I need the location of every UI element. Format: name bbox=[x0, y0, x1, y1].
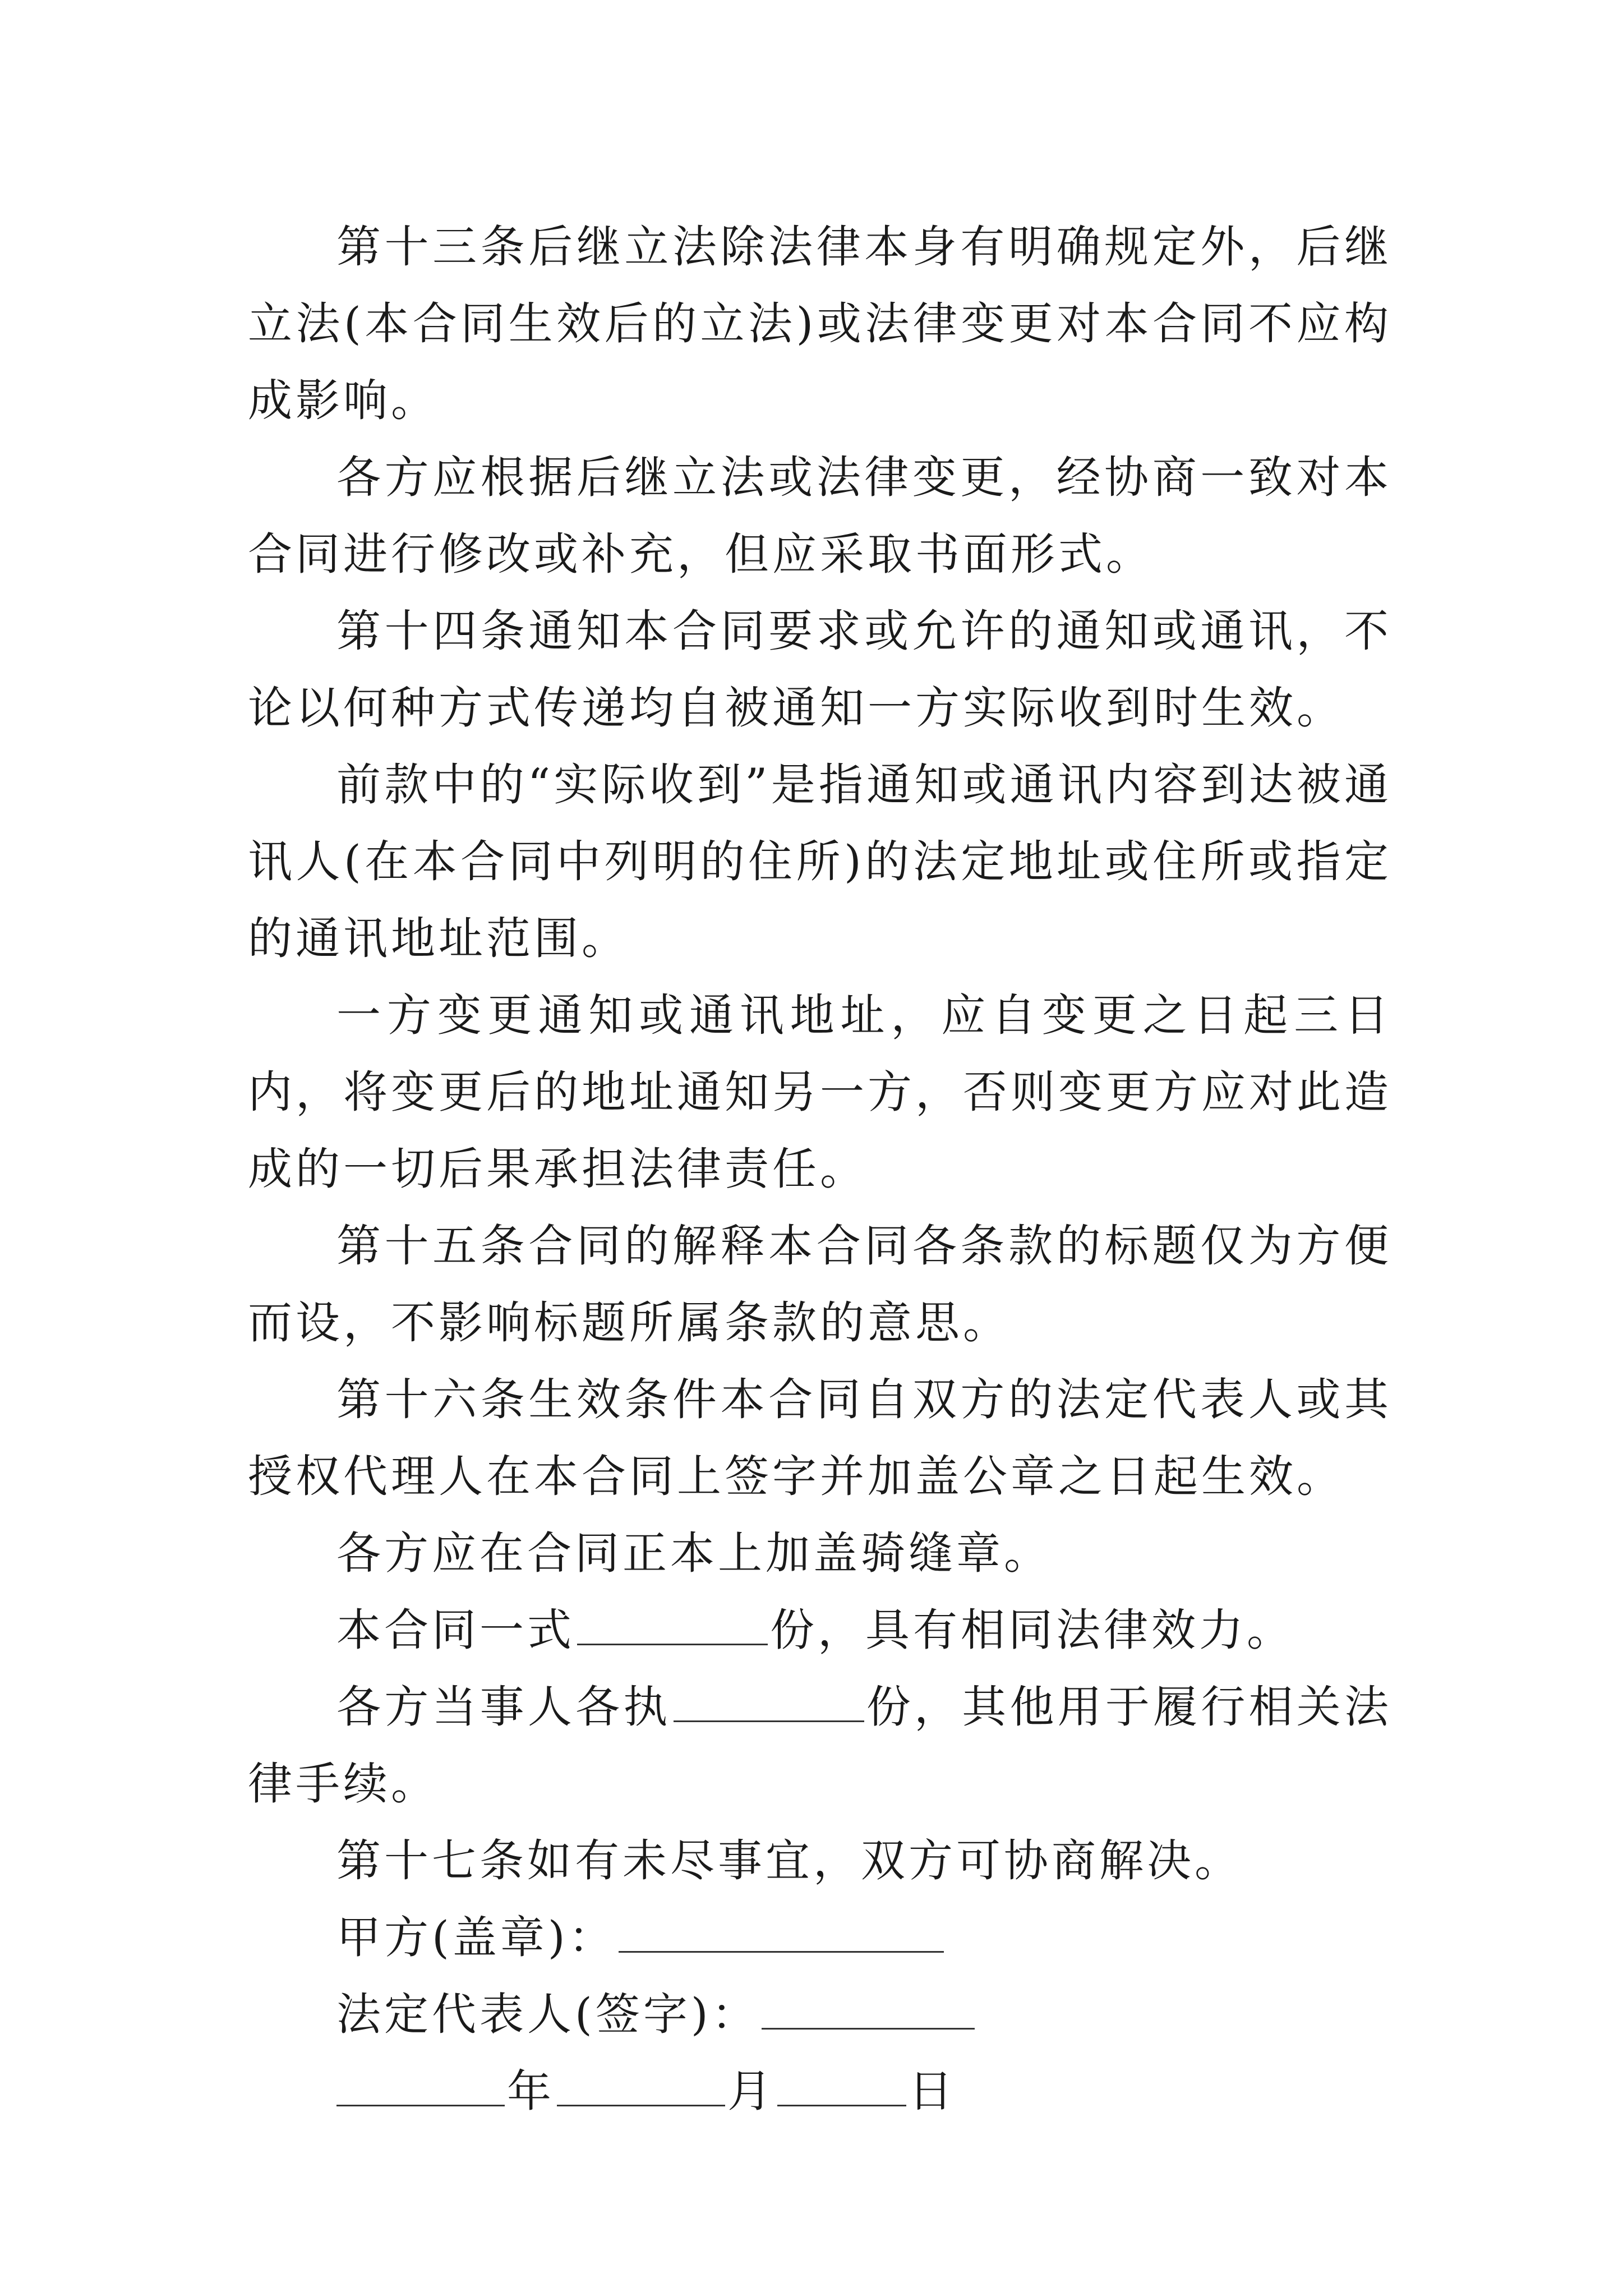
copies-text-before: 本合同一式 bbox=[336, 1604, 575, 1656]
party-a-seal-blank[interactable] bbox=[619, 1915, 944, 1953]
each-party-text-after: 份，其他用于履行相关法律手续。 bbox=[248, 1681, 1393, 1810]
each-party-paragraph bbox=[248, 1669, 1392, 1823]
copies-text-after: 份，具有相同法律效力。 bbox=[770, 1604, 1294, 1656]
each-party-blank[interactable] bbox=[674, 1685, 864, 1722]
legal-rep-signature-blank[interactable] bbox=[762, 1992, 975, 2030]
clause-14-paragraph: 第十四条通知本合同要求或允许的通知或通讯，不论以何种方式传递均自被通知一方实际收到时生效。 bbox=[248, 605, 1392, 734]
date-line bbox=[248, 2053, 1392, 2130]
each-party-text-before: 各方当事人各执 bbox=[336, 1681, 671, 1733]
party-a-label: 甲方(盖章)： bbox=[336, 1912, 616, 1963]
year-label: 年 bbox=[507, 2065, 555, 2117]
clause-16-paragraph: 第十六条生效条件本合同自双方的法定代表人或其授权代理人在本合同上签字并加盖公章之日起生效。 bbox=[248, 1374, 1392, 1502]
actual-receipt-paragraph: 前款中的“实际收到”是指通知或通讯内容到达被通讯人(在本合同中列明的住所)的法定地址或住所或指定的通讯地址范围。 bbox=[248, 759, 1392, 964]
clause-13-amendment-paragraph: 各方应根据后继立法或法律变更，经协商一致对本合同进行修改或补充，但应采取书面形式。 bbox=[248, 452, 1392, 580]
seal-paragraph: 各方应在合同正本上加盖骑缝章。 bbox=[336, 1527, 1052, 1579]
clause-15-paragraph: 第十五条合同的解释本合同各条款的标题仅为方便而设，不影响标题所属条款的意思。 bbox=[248, 1220, 1392, 1349]
legal-rep-signature-line bbox=[248, 1976, 1392, 2053]
clause-17-paragraph: 第十七条如有未尽事宜，双方可协商解决。 bbox=[336, 1835, 1242, 1887]
day-label: 日 bbox=[909, 2065, 956, 2117]
party-a-signature-line bbox=[248, 1899, 1392, 1976]
document-body bbox=[248, 209, 1392, 2130]
year-blank[interactable] bbox=[336, 2069, 505, 2106]
month-blank[interactable] bbox=[557, 2069, 725, 2106]
clause-13-paragraph: 第十三条后继立法除法律本身有明确规定外，后继立法(本合同生效后的立法)或法律变更对本合同不应构成影响。 bbox=[248, 221, 1392, 426]
month-label: 月 bbox=[727, 2065, 775, 2117]
copies-paragraph bbox=[248, 1592, 1392, 1669]
address-change-paragraph: 一方变更通知或通讯地址，应自变更之日起三日内，将变更后的地址通知另一方，否则变更方应对此造成的一切后果承担法律责任。 bbox=[248, 990, 1392, 1195]
copies-blank[interactable] bbox=[577, 1608, 768, 1645]
legal-rep-label: 法定代表人(签字)： bbox=[336, 1989, 759, 2040]
day-blank[interactable] bbox=[777, 2069, 906, 2106]
